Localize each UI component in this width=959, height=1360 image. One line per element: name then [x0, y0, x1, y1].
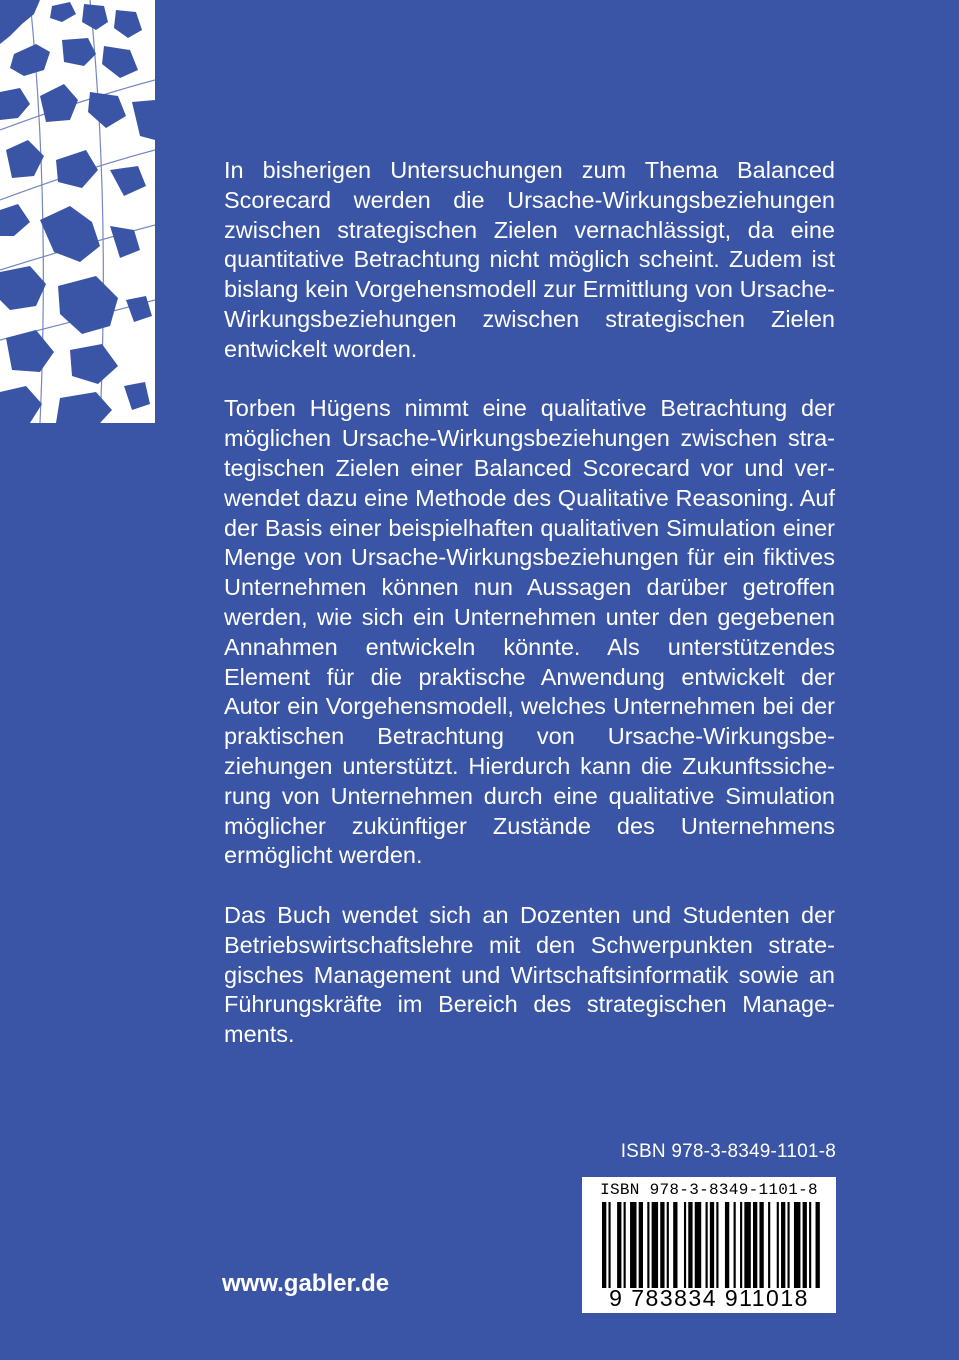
- barcode-bar: [734, 1202, 736, 1288]
- barcode-isbn-text: ISBN 978-3-8349-1101-8: [600, 1181, 818, 1199]
- barcode-bar: [673, 1202, 677, 1288]
- barcode-bar: [777, 1202, 779, 1288]
- barcode-bar: [803, 1202, 807, 1288]
- barcode-bar: [602, 1202, 606, 1288]
- barcode-bar: [684, 1202, 686, 1288]
- barcode-digits: 9 783834 911018: [609, 1285, 809, 1311]
- barcode-bar: [787, 1202, 789, 1288]
- barcode-bar: [710, 1202, 714, 1288]
- barcode-bar: [617, 1202, 621, 1288]
- barcode-bar: [667, 1202, 669, 1288]
- barcode-bar: [816, 1202, 820, 1288]
- back-cover-blurb: [224, 156, 835, 1050]
- barcode-bar: [768, 1202, 770, 1288]
- barcode-bar: [639, 1202, 643, 1288]
- barcode-bars: [602, 1202, 822, 1288]
- barcode-bar: [706, 1202, 708, 1288]
- blurb-paragraph-1: In bisherigen Untersuchungen zum Thema Balanced Scorecard werden die Ursache-Wirkungsbeziehungen zwischen strategischen Zielen vernachlässigt, da eine quantitative Betrachtung nicht möglich scheint. Zudem ist bislang kein Vorgehensmodell zur Ermittlung von Ursache-Wirkungsbeziehungen zwischen strategischen Zielen entwickelt worden.: [224, 157, 835, 362]
- barcode-bar: [608, 1202, 610, 1288]
- blurb-paragraph-2: Torben Hügens nimmt eine qualitative Betrachtung der möglichen Ursache-Wirkungsbeziehungen zwischen strategischen Zielen einer Balanced Scorecard vor und verwendet dazu eine Methode des Qualitative Reasoning. Auf der Basis einer beispielhaften qualitativen Simulation einer Menge von Ursache-Wirkungsbeziehungen für ein fiktives Unternehmen können nun Aussagen darüber getroffen werden, wie sich ein Unternehmen unter den gegebenen Annahmen entwickeln könnte. Als unterstützendes Element für die praktische Anwendung entwickelt der Autor ein Vorgehensmodell, welches Unternehmen bei der praktischen Betrachtung von Ursache-Wirkungsbeziehungen unterstützt. Hierdurch kann die Zukunftssicherung von Unternehmen durch eine qualitative Simulation möglicher zukünftiger Zustände des Unternehmens ermöglicht werden.: [224, 395, 835, 869]
- barcode-bar: [725, 1202, 729, 1288]
- barcode-bar: [660, 1202, 664, 1288]
- barcode-bar: [781, 1202, 785, 1288]
- barcode: [582, 1177, 836, 1313]
- barcode-bar: [688, 1202, 692, 1288]
- barcode-bar: [695, 1202, 701, 1288]
- barcode-bar: [753, 1202, 757, 1288]
- barcode-bar: [794, 1202, 800, 1288]
- barcode-bar: [630, 1202, 636, 1288]
- barcode-bar: [744, 1202, 750, 1288]
- blurb-paragraph-3: Das Buch wendet sich an Dozenten und Studenten der Betriebswirtschaftslehre mit den Schwerpunkten strategisches Management und Wirtschaftsinformatik sowie an Führungskräfte im Bereich des strategischen Managements.: [224, 901, 835, 1048]
- barcode-bar: [647, 1202, 649, 1288]
- publisher-website: www.gabler.de: [222, 1270, 390, 1297]
- barcode-bar: [740, 1202, 742, 1288]
- barcode-bar: [716, 1202, 718, 1288]
- globe-illustration: [0, 0, 155, 423]
- barcode-bar: [809, 1202, 811, 1288]
- isbn-label: ISBN 978-3-8349-1101-8: [620, 1141, 836, 1162]
- barcode-bar: [652, 1202, 658, 1288]
- barcode-bar: [624, 1202, 626, 1288]
- barcode-bar: [759, 1202, 763, 1288]
